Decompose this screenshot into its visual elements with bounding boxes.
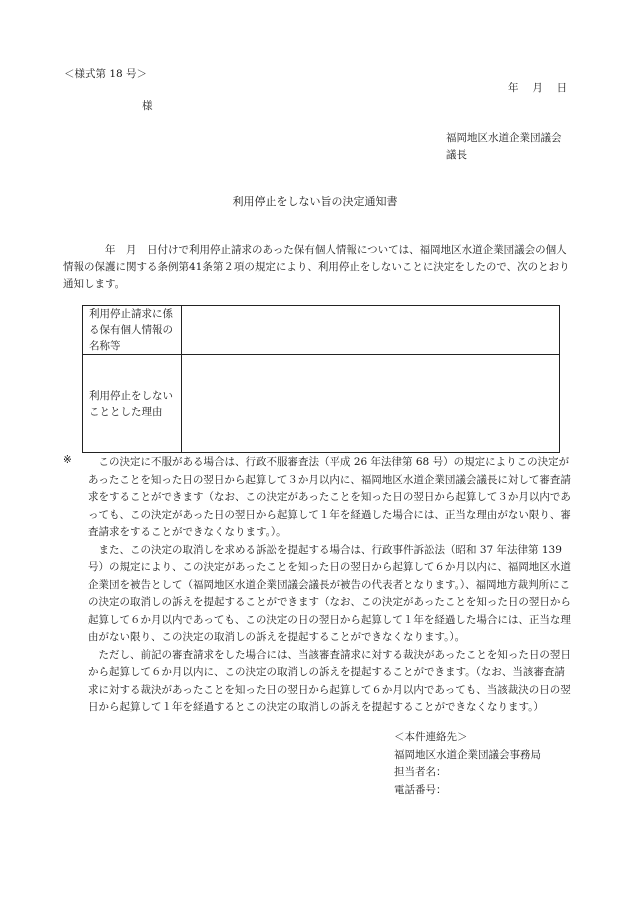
label-line: こととした理由 (89, 405, 163, 418)
sender-title: 議長 (446, 149, 467, 161)
contact-heading: ＜本件連絡先＞ (394, 731, 468, 743)
label-line: 利用停止請求に係 (89, 308, 173, 320)
recipient-line: 様 (142, 100, 153, 112)
table-row (83, 355, 560, 453)
label-line: 名称等 (89, 340, 121, 352)
form-number: ＜様式第 18 号＞ (64, 68, 148, 80)
contact-person: 担当者名： (394, 766, 447, 778)
date-line: 年 月 日 (508, 82, 568, 94)
row-label-reason (83, 355, 182, 453)
row-value-info-name (182, 306, 560, 355)
sender-block (446, 130, 562, 164)
contact-block (394, 729, 541, 799)
info-table (82, 305, 560, 453)
row-value-reason (182, 355, 560, 453)
note-paragraph-appeal: この決定に不服がある場合は、行政不服審査法（平成 26 年法律第 68 号）の規定によりこの決定があったことを知った日の翌日から起算して３か月以内に、福岡地区水道企業団議会議長に対して審査請求をすることができます（なお、この決定があったことを知った日の翌日から起算して３か月以内であっても、この決定があった日の翌日から起算して１年を経過した場合には、正当な理由がない限り、審査請求をすることができなくなります。）。 (88, 456, 571, 538)
body-text: 年 月 日付けで利用停止請求のあった保有個人情報については、福岡地区水道企業団議会の個人情報の保護に関する条例第41条第２項の規定により、利用停止をしないことに決定をしたので、次のとおり通知します。 (63, 244, 570, 290)
label-line: 利用停止をしない (89, 389, 173, 402)
label-line: る保有個人情報の (89, 324, 173, 336)
row-label-info-name (83, 306, 182, 355)
body-paragraph (63, 242, 573, 293)
contact-org: 福岡地区水道企業団議会事務局 (394, 748, 541, 761)
note-block (88, 454, 575, 717)
document-title: 利用停止をしない旨の決定通知書 (232, 195, 398, 208)
table-row (83, 306, 560, 355)
sender-org: 福岡地区水道企業団議会 (446, 132, 562, 144)
note-mark: ※ (63, 454, 72, 466)
contact-phone: 電話番号： (394, 783, 447, 796)
note-paragraph-proviso: ただし、前記の審査請求をした場合には、当該審査請求に対する裁決があったことを知った日の翌日から起算して６か月以内に、この決定の取消しの訴えを提起することができます。（なお、当該審査請求に対する裁決があったことを知った日の翌日から起算して６か月以内であっても、当該裁決の日の翌日から起算して１年を経過するとこの決定の取消しの訴えを提起することができなくなります。） (88, 648, 571, 713)
note-paragraph-lawsuit: また、この決定の取消しを求める訴訟を提起する場合は、行政事件訴訟法（昭和 37 年法律第 139 号）の規定により、この決定があったことを知った日の翌日から起算して６か月以内に、福岡地区水道企業団を被告として（福岡地区水道企業団議会議長が被告の代表者となります。）、福岡地方裁判所にこの決定の取消しの訴えを提起することができます（なお、この決定があったことを知った日の翌日から起算して６か月以内であっても、この決定の日の翌日から起算して１年を経過した場合には、正当な理由がない限り、この決定の取消しの訴えを提起することができなくなります。）。 (88, 543, 571, 643)
